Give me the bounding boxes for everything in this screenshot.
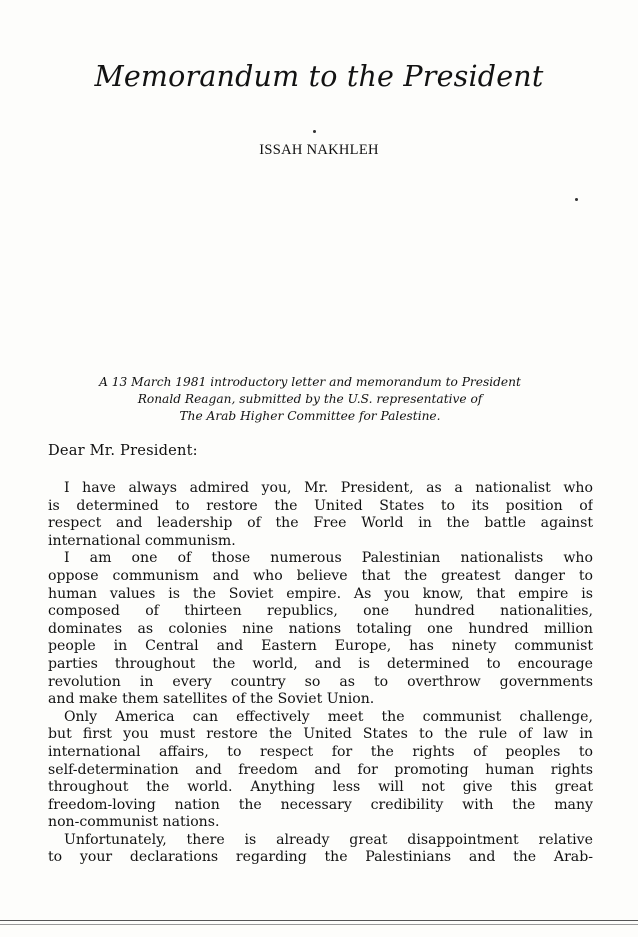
- body-line: oppose communism and who believe that the greatest danger to: [48, 567, 593, 584]
- scan-speck: [575, 198, 578, 201]
- author-name: ISSAH NAKHLEH: [259, 142, 379, 158]
- body-line: international affairs, to respect for the rights of peoples to: [48, 743, 593, 760]
- intro-line: Ronald Reagan, submitted by the U.S. representative of: [137, 392, 483, 406]
- scan-speck: [313, 130, 316, 133]
- body-line: is determined to restore the United States to its position of: [48, 497, 593, 514]
- intro-note: [40, 374, 580, 425]
- body-line: non-communist nations.: [48, 814, 220, 831]
- body-line: self-determination and freedom and for promoting human rights: [48, 761, 593, 778]
- bottom-rule: [0, 924, 638, 925]
- body-line: international communism.: [48, 532, 236, 549]
- body-line: freedom-loving nation the necessary credibility with the many: [48, 796, 593, 813]
- body-line: I am one of those numerous Palestinian nationalists who: [64, 550, 593, 567]
- body-line: respect and leadership of the Free World in the battle against: [48, 515, 593, 532]
- body-line: revolution in every country so as to overthrow governments: [48, 673, 593, 690]
- body-line: but first you must restore the United States to the rule of law in: [48, 726, 593, 743]
- document-title: Memorandum to the President: [94, 60, 544, 93]
- bottom-rule: [0, 920, 638, 921]
- letter-body: [48, 480, 593, 867]
- body-line: people in Central and Eastern Europe, has ninety communist: [48, 638, 593, 655]
- body-line: I have always admired you, Mr. President, as a nationalist who: [64, 480, 593, 496]
- intro-line: The Arab Higher Committee for Palestine.: [179, 409, 441, 423]
- body-line: and make them satellites of the Soviet Union.: [48, 691, 375, 708]
- body-line: throughout the world. Anything less will not give this great: [48, 779, 593, 796]
- intro-line: A 13 March 1981 introductory letter and memorandum to President: [99, 375, 521, 389]
- body-line: human values is the Soviet empire. As you know, that empire is: [48, 585, 593, 602]
- body-line: to your declarations regarding the Palestinians and the Arab-: [48, 849, 593, 866]
- body-line: composed of thirteen republics, one hundred nationalities,: [48, 603, 593, 620]
- body-line: parties throughout the world, and is determined to encourage: [48, 655, 593, 672]
- salutation: Dear Mr. President:: [48, 442, 198, 459]
- body-line: dominates as colonies nine nations totaling one hundred million: [48, 620, 593, 637]
- body-line: Only America can effectively meet the communist challenge,: [64, 708, 593, 725]
- body-line: Unfortunately, there is already great disappointment relative: [64, 831, 593, 848]
